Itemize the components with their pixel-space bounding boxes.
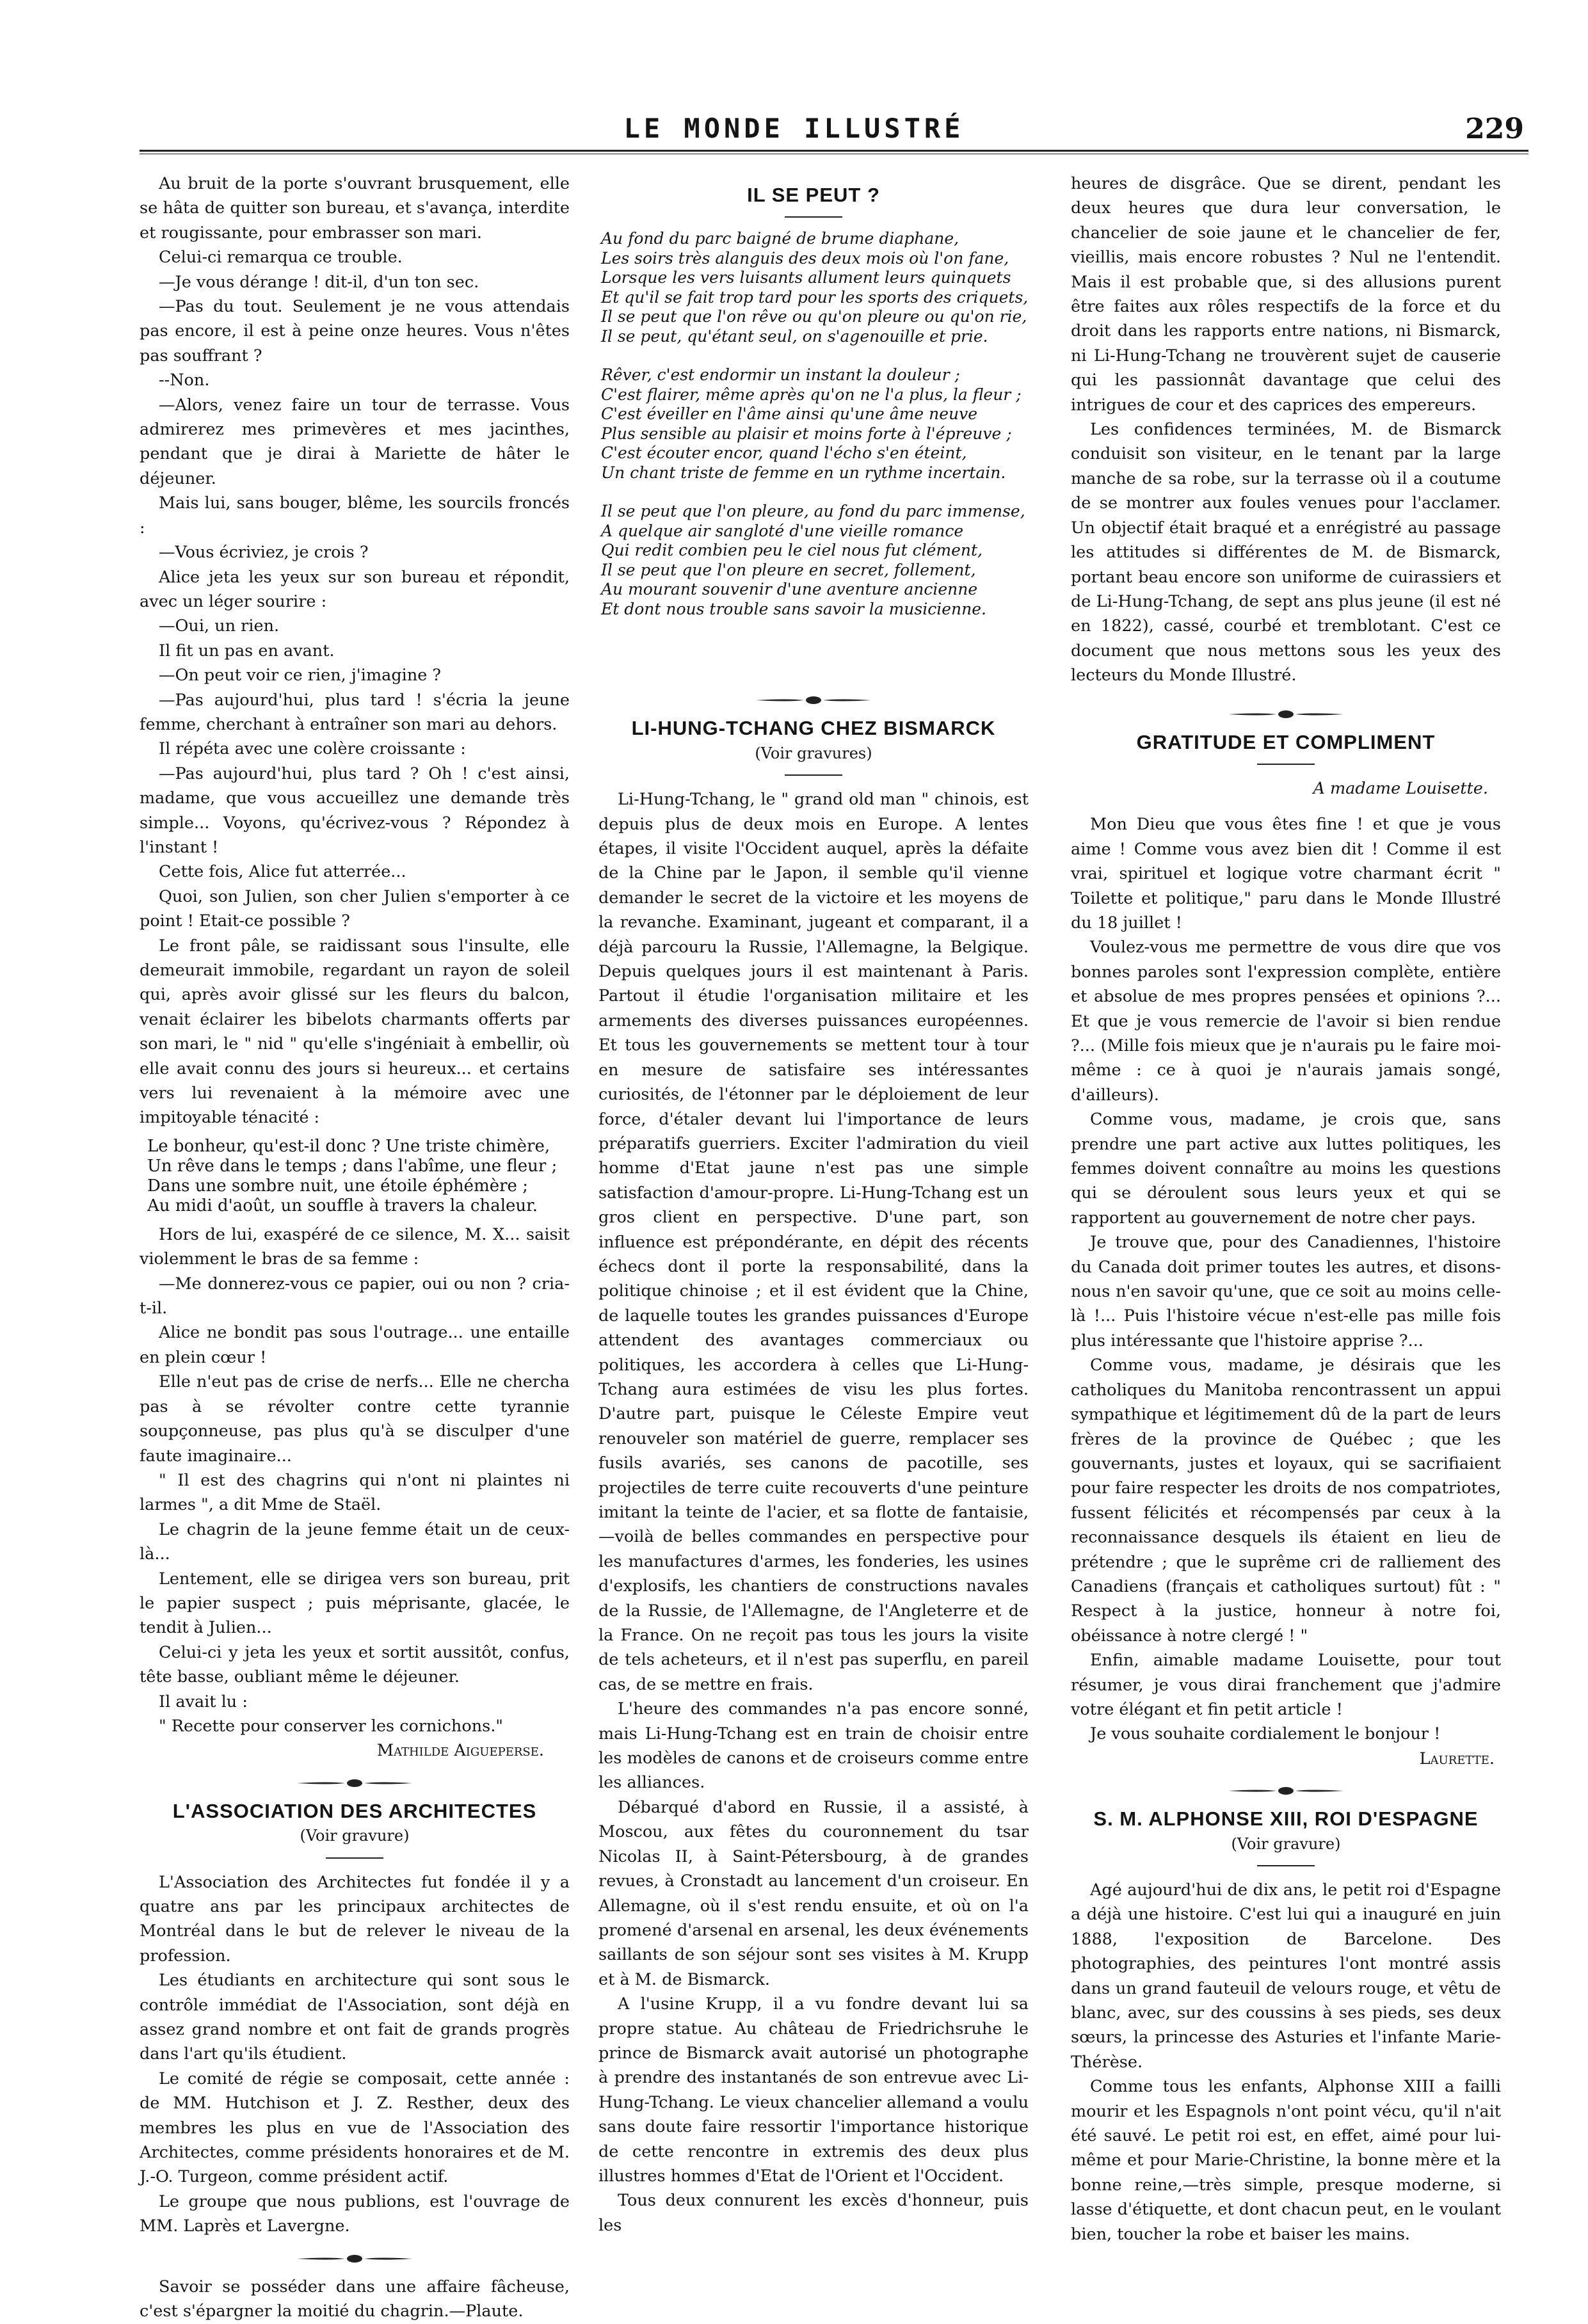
ornament-divider-icon (297, 1779, 412, 1788)
poem-line: Et dont nous trouble sans savoir la musicienne. (601, 599, 986, 618)
poem-line: Un chant triste de femme en un rythme incertain. (601, 463, 1006, 482)
section-rule (1257, 764, 1315, 765)
paragraph: Lentement, elle se dirigea vers son bureau, prit le papier suspect ; puis méprisante, glacée, le tendit à Julien... (140, 1569, 570, 1638)
paragraph: " Recette pour conserver les cornichons." (159, 1716, 504, 1736)
paragraph: Celui-ci y jeta les yeux et sortit aussitôt, confus, tête basse, oubliant même le déjeuner. (140, 1642, 570, 1687)
poem-title: IL SE PEUT ? (747, 184, 880, 206)
paragraph: Il fit un pas en avant. (159, 641, 335, 661)
paragraph: Comme tous les enfants, Alphonse XIII a failli mourir et les Espagnols n'ont point vécu, qu'il n'ait été sauvé. Le petit roi est, en effet, aimé pour lui-même et pour Marie-Christine, la bonne mère et la bonne reine,—très simple, presque moderne, si lasse d'étiquette, et dont chacun peut, en le voulant bien, toucher la robe et baiser les mains. (1071, 2077, 1501, 2244)
header-rule (140, 150, 1528, 152)
poem-line: Les soirs très alanguis des deux mois où l'on fane, (601, 248, 1009, 268)
paragraph: Le front pâle, se raidissant sous l'insulte, elle demeurait immobile, regardant un rayon de soleil qui, après avoir glissé sur les fleurs du balcon, venait éclairer les bibelots charmants offerts par son mari, le " nid " qu'elle s'ingéniait à embellir, où elle avait connu des jours si heureux... et certains vers lui revenaient à la mémoire avec une impitoyable ténacité : (140, 936, 570, 1128)
paragraph: Comme vous, madame, je désirais que les catholiques du Manitoba rencontrassent un appui sympathique et légitimement dû de la part de leurs frères de la province de Québec ; que les gouvernants, justes et loyaux, qui se sacrifiaient pour faire respecter les droits de nos compatriotes, fussent félicités et récompensés par ceux à la reconnaissance desquels ils étaient en lieu de prétendre ; que le suprême cri de ralliement des Canadiens (français et catholiques surtout) fût : " Respect à la justice, honneur à notre foi, obéissance à notre clergé ! " (1071, 1356, 1501, 1646)
paragraph: L'Association des Architectes fut fondée il y a quatre ans par les principaux architectes de Montréal dans le but de relever le niveau de la profession. (140, 1872, 570, 1966)
author-signature: Laurette. (1419, 1749, 1495, 1768)
paragraph: " Il est des chagrins qui n'ont ni plaintes ni larmes ", a dit Mme de Staël. (140, 1470, 570, 1515)
paragraph: —Oui, un rien. (159, 616, 280, 636)
maxim: Savoir se posséder dans une affaire fâcheuse, c'est s'épargner la moitié du chagrin.—Plaute. (140, 2277, 570, 2321)
paragraph: Alice ne bondit pas sous l'outrage... une entaille en plein cœur ! (140, 1323, 570, 1367)
paragraph: L'heure des commandes n'a pas encore sonné, mais Li-Hung-Tchang est en train de choisir entre les modèles de canons et de croiseurs comme entre les alliances. (598, 1699, 1029, 1793)
verse-quote (147, 1137, 570, 1216)
ornament-divider-icon (756, 696, 871, 705)
poem-line: Qui redit combien peu le ciel nous fut clément, (601, 541, 982, 560)
poem-line: Et qu'il se fait trop tard pour les sports des criquets, (601, 287, 1029, 307)
section-subtitle: (Voir gravure) (300, 1827, 410, 1845)
poem-stanza (601, 229, 1029, 346)
paragraph: Comme vous, madame, je crois que, sans prendre une part active aux luttes politiques, les femmes doivent connaître au moins les questions qui se déroulent sous leurs yeux et qui se rapportent au gouvernement de notre cher pays. (1071, 1110, 1501, 1228)
poem-line: C'est flairer, même après qu'on ne l'a plus, la fleur ; (601, 385, 1022, 404)
paragraph: —Vous écriviez, je crois ? (159, 543, 369, 563)
poem-stanza (601, 365, 1029, 483)
paragraph: Celui-ci remarqua ce trouble. (159, 248, 403, 268)
section-subtitle: (Voir gravures) (755, 744, 872, 762)
ornament-divider-icon (1228, 1786, 1343, 1795)
section-title: L'ASSOCIATION DES ARCHITECTES (172, 1799, 537, 1822)
paragraph: Voulez-vous me permettre de vous dire que vos bonnes paroles sont l'expression complète, entière et absolue de mes propres pensées et opinions ?... Et que je vous remercie de l'avoir si bien rendue ?... (Mille fois mieux que je n'aurais pu le faire moi-même : ce à quoi je n'aurais jamais songé, d'ailleurs). (1071, 938, 1501, 1105)
poem-line: Au mourant souvenir d'une aventure ancienne (601, 580, 978, 599)
section-subtitle: (Voir gravure) (1231, 1834, 1341, 1853)
paragraph: Alice jeta les yeux sur son bureau et répondit, avec un léger sourire : (140, 567, 570, 611)
ornament-divider-icon (297, 2254, 412, 2263)
poem-line: A quelque air sangloté d'une vieille romance (601, 521, 964, 540)
ornament-divider-icon (1228, 710, 1343, 719)
paragraph: Il avait lu : (159, 1692, 248, 1711)
paragraph: Tous deux connurent les excès d'honneur, puis les (598, 2191, 1029, 2235)
dedication: A madame Louisette. (1313, 778, 1488, 798)
verse-line: Un rêve dans le temps ; dans l'abîme, une fleur ; (147, 1156, 557, 1176)
paragraph: Il répéta avec une colère croissante : (159, 739, 466, 759)
section-title: LI-HUNG-TCHANG CHEZ BISMARCK (631, 717, 996, 740)
paragraph: —Alors, venez faire un tour de terrasse. Vous admirerez mes primevères et mes jacinthes, pendant que je dirai à Mariette de hâter le déjeuner. (140, 395, 570, 488)
paragraph: —On peut voir ce rien, j'imagine ? (159, 666, 442, 685)
poem-line: Lorsque les vers luisants allument leurs quinquets (601, 268, 1011, 287)
poem-line: C'est écouter encor, quand l'écho s'en éteint, (601, 444, 967, 463)
paragraph: Quoi, son Julien, son cher Julien s'emporter à ce point ! Etait-ce possible ? (140, 886, 570, 931)
poem-line: Plus sensible au plaisir et moins forte à l'épreuve ; (601, 424, 1012, 443)
paragraph: —Me donnerez-vous ce papier, oui ou non ? cria-t-il. (140, 1274, 570, 1318)
paragraph: Mais lui, sans bouger, blême, les sourcils froncés : (140, 493, 570, 538)
verse-line: Dans une sombre nuit, une étoile éphémère ; (147, 1176, 528, 1196)
section-rule (1257, 1865, 1315, 1866)
paragraph: heures de disgrâce. Que se dirent, pendant les deux heures que dura leur conversation, le chancelier de soie jaune et le chancelier de fer, vieillis, mais encore robustes ? Nul ne l'entendit. Mais il est probable que, si des allusions purent être faites aux rôles respectifs de la force et du droit dans les rapports entre nations, ni Bismarck, ni Li-Hung-Tchang ne trouvèrent sujet de causerie qui les passionnât davantage que celui des intrigues de cour et des caprices des empereurs. (1071, 174, 1501, 415)
paragraph: Le groupe que nous publions, est l'ouvrage de MM. Laprès et Lavergne. (140, 2192, 570, 2236)
author-signature: Mathilde Aigueperse. (376, 1741, 544, 1761)
page-number: 229 (1465, 113, 1524, 145)
column-2 (598, 172, 1029, 2238)
paragraph: —Pas aujourd'hui, plus tard ! s'écria la jeune femme, cherchant à entraîner son mari au dehors. (140, 690, 570, 734)
paragraph: A l'usine Krupp, il a vu fondre devant lui sa propre statue. Au château de Friedrichsruhe le prince de Bismarck avait autorisé un photographe à prendre des instantanés de son entrevue avec Li-Hung-Tchang. Le vieux chancelier allemand a voulu sans doute faire ressortir l'importance historique de cette rencontre in extremis des deux plus illustres hommes d'Etat de l'Orient et l'Occident. (598, 1994, 1029, 2186)
paragraph: Li-Hung-Tchang, le " grand old man " chinois, est depuis plus de deux mois en Europe. A lentes étapes, il visite l'Occident auquel, après la défaite de la Chine par le Japon, il semble qu'il vienne demander le secret de la victoire et les moyens de la revanche. Examinant, jugeant et comparant, il a déjà parcouru la Russie, l'Allemagne, la Belgique. Depuis quelques jours il est maintenant à Paris. Partout il étudie l'organisation militaire et les armements des diverses puissances européennes. Et tous les gouvernements se mettent tour à tour en mesure de satisfaire ses intéressantes curiosités, de l'étonner par le déploiement de leur force, d'étaler devant lui l'importance de leurs préparatifs guerriers. Exciter l'admiration du vieil homme d'Etat jaune n'est pas une simple satisfaction d'amour-propre. Li-Hung-Tchang est un gros client en perspective. D'une part, son influence est prépondérante, en dépit des récents échecs dont il porte la responsabilité, dans la politique chinoise ; et il est évident que la Chine, de laquelle toutes les grandes puissances d'Europe attendent des avantages commerciaux ou politiques, les accordera à celles que Li-Hung-Tchang aura estimées de visu les plus fortes. D'autre part, puisque le Céleste Empire veut renouveler son matériel de guerre, remplacer ses fusils avariés, ses canons de pacotille, ses projectiles de terre cuite recouverts d'une peinture imitant la teinte de l'acier, et sa flotte de fantaisie,—voilà de belles commandes en perspective pour les manufactures d'armes, les fonderies, les usines d'explosifs, les chantiers de constructions navales de la Russie, de l'Allemagne, de l'Angleterre et de la France. On ne reçoit pas tous les jours la visite de tels acheteurs, et il n'est pas superflu, en pareil cas, de se mettre en frais. (598, 790, 1029, 1694)
paragraph: Cette fois, Alice fut atterrée... (159, 862, 406, 882)
paragraph: Les confidences terminées, M. de Bismarck conduisit son visiteur, en le tenant par la large manche de sa robe, sur la terrasse où il a coutume de se montrer aux foules venues pour l'acclamer. Un objectif était braqué et a enrégistré au passage les attitudes si différentes de M. de Bismarck, portant beau encore son uniforme de cuirassiers et de Li-Hung-Tchang, de sept ans plus jeune (il est né en 1822), cassé, courbé et tremblotant. C'est ce document que nous mettons sous les yeux des lecteurs du Monde Illustré. (1071, 420, 1501, 685)
paragraph: --Non. (159, 371, 210, 390)
paragraph: Je vous souhaite cordialement le bonjour ! (1090, 1724, 1441, 1744)
poem-line: Rêver, c'est endormir un instant la douleur ; (601, 365, 960, 385)
section-rule (785, 774, 842, 776)
poem-line: Il se peut que l'on rêve ou qu'on pleure ou qu'on rie, (601, 307, 1027, 326)
paragraph: Au bruit de la porte s'ouvrant brusquement, elle se hâta de quitter son bureau, et s'avança, interdite et rougissante, pour embrasser son mari. (140, 174, 570, 243)
poem-stanza (601, 502, 1029, 619)
paragraph: Hors de lui, exaspéré de ce silence, M. X... saisit violemment le bras de sa femme : (140, 1224, 570, 1269)
paragraph: Elle n'eut pas de crise de nerfs... Elle ne chercha pas à se révolter contre cette tyrannie soupçonneuse, pas plus qu'à se disculper d'une faute imaginaire... (140, 1372, 570, 1466)
poem-line: Il se peut, qu'étant seul, on s'agenouille et prie. (601, 326, 988, 346)
poem-line: Il se peut que l'on pleure en secret, follement, (601, 560, 976, 579)
section-rule (785, 216, 842, 218)
column-1 (140, 172, 570, 2324)
paragraph: Je trouve que, pour des Canadiennes, l'histoire du Canada doit primer toutes les autres, et disons-nous n'en savoir qu'une, que ce soit au moins celle-là !... Puis l'histoire vécue n'est-elle pas mille fois plus intéressante que l'histoire apprise ?... (1071, 1233, 1501, 1350)
paragraph: Le chagrin de la jeune femme était un de ceux-là... (140, 1519, 570, 1564)
paragraph: Enfin, aimable madame Louisette, pour tout résumer, je vous dirai franchement que j'admire votre élégant et fin petit article ! (1071, 1651, 1501, 1719)
verse-line: Au midi d'août, un souffle à travers la chaleur. (147, 1196, 538, 1215)
paragraph: Débarqué d'abord en Russie, il a assisté, à Moscou, aux fêtes du couronnement du tsar Nicolas II, à Saint-Pétersbourg, à de grandes revues, à Cronstadt au lancement d'un croiseur. En Allemagne, où il s'est rendu ensuite, et où on l'a promené d'arsenal en arsenal, les deux événements saillants de son séjour sont ses visites à M. Krupp et à M. de Bismarck. (598, 1797, 1029, 1989)
poem-line: Au fond du parc baigné de brume diaphane, (601, 229, 959, 248)
poem-line: Il se peut que l'on pleure, au fond du parc immense, (601, 502, 1025, 521)
paragraph: —Je vous dérange ! dit-il, d'un ton sec. (159, 272, 479, 292)
column-3 (1071, 172, 1501, 2247)
poem-line: C'est éveiller en l'âme ainsi qu'une âme neuve (601, 405, 978, 424)
journal-title: LE MONDE ILLUSTRÉ (623, 113, 965, 144)
paragraph: Agé aujourd'hui de dix ans, le petit roi d'Espagne a déjà une histoire. C'est lui qui a inauguré en juin 1888, l'exposition de Barcelone. Des photographies, des peintures l'ont montré assis dans un grand fauteuil de velours rouge, et vêtu de blanc, avec, sur des coussins à ses pieds, ses deux sœurs, la princesse des Asturies et l'infante Marie-Thérèse. (1071, 1880, 1501, 2072)
section-title: S. M. ALPHONSE XIII, ROI D'ESPAGNE (1093, 1807, 1479, 1831)
paragraph: Les étudiants en architecture qui sont sous le contrôle immédiat de l'Association, sont déjà en assez grand nombre et ont fait de grands progrès dans l'art qu'ils étudient. (140, 1971, 570, 2064)
paragraph: Le comité de régie se composait, cette année : de MM. Hutchison et J. Z. Resther, deux des membres les plus en vue de l'Association des Architectes, comme présidents honoraires et de M. J.-O. Turgeon, comme président actif. (140, 2069, 570, 2187)
paragraph: Mon Dieu que vous êtes fine ! et que je vous aime ! Comme vous avez bien dit ! Comme il est vrai, spirituel et logique votre charmant écrit " Toilette et politique," paru dans le Monde Illustré du 18 juillet ! (1071, 815, 1501, 933)
verse-line: Le bonheur, qu'est-il donc ? Une triste chimère, (147, 1136, 550, 1156)
paragraph: —Pas aujourd'hui, plus tard ? Oh ! c'est ainsi, madame, que vous accueillez une demande très simple... Voyons, qu'écrivez-vous ? Répondez à l'instant ! (140, 764, 570, 857)
paragraph: —Pas du tout. Seulement je ne vous attendais pas encore, il est à peine onze heures. Vous n'êtes pas souffrant ? (140, 297, 570, 365)
section-title: GRATITUDE ET COMPLIMENT (1136, 730, 1436, 753)
section-rule (326, 1857, 383, 1859)
